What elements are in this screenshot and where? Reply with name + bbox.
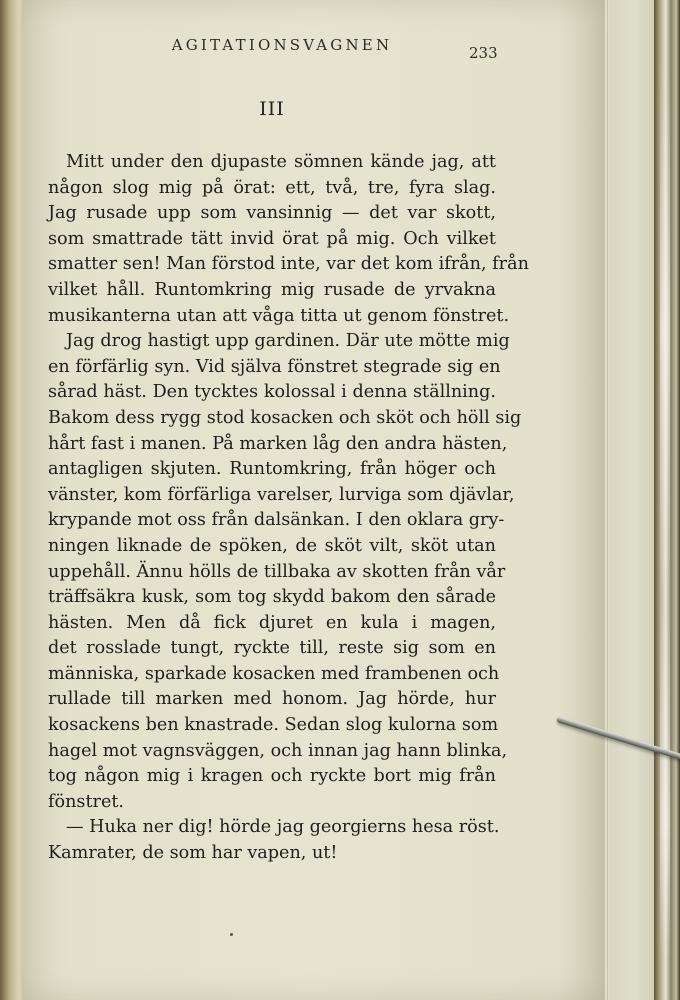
text-line: Bakom dess rygg stod kosacken och sköt och höll sig	[48, 407, 522, 428]
text-line: det rosslade tungt, ryckte till, reste sig som en	[48, 638, 496, 659]
text-line: rullade till marken med honom. Jag hörde, hur	[48, 689, 496, 710]
text-line: vilket håll. Runtomkring mig rusade de yrvakna	[48, 279, 496, 300]
plastic-shine	[660, 60, 670, 960]
text-line: kosackens ben knastrade. Sedan slog kulorna som	[48, 715, 499, 736]
text-line: Mitt under den djupaste sömnen kände jag, att	[66, 152, 496, 172]
text-line: hårt fast i manen. På marken låg den andra hästen,	[48, 433, 508, 454]
text-line: Kamrater, de som har vapen, ut!	[48, 843, 338, 864]
book-page	[22, 0, 604, 1000]
page-stack-edge	[604, 0, 610, 1000]
text-line: träffsäkra kusk, som tog skydd bakom den sårade	[48, 587, 496, 608]
text-line: — Huka ner dig! hörde jag georgierns hesa röst.	[66, 817, 500, 838]
text-line: sårad häst. Den tycktes kolossal i denna ställning.	[48, 382, 496, 403]
running-head: AGITATIONSVAGNEN	[171, 36, 393, 54]
text-line: Jag rusade upp som vansinnig — det var skott,	[48, 203, 496, 224]
text-line: hagel mot vagnsväggen, och innan jag hann blinka,	[48, 740, 508, 761]
text-line: fönstret.	[48, 791, 125, 812]
paper-speck	[230, 933, 233, 936]
text-line: någon slog mig på örat: ett, två, tre, fyra slag.	[48, 177, 496, 198]
page-number: 233	[469, 44, 498, 62]
body-text	[48, 150, 529, 867]
text-line: en förfärlig syn. Vid själva fönstret stegrade sig en	[48, 356, 501, 377]
text-line: smatter sen! Man förstod inte, var det kom ifrån, från	[48, 254, 529, 275]
text-line: som smattrade tätt invid örat på mig. Och vilket	[48, 228, 496, 249]
text-line: ningen liknade de spöken, de sköt vilt, sköt utan	[48, 535, 496, 556]
text-line: musikanterna utan att våga titta ut genom fönstret.	[48, 305, 510, 326]
text-line: tog någon mig i kragen och ryckte bort mig från	[48, 766, 496, 787]
text-line: uppehåll. Ännu hölls de tillbaka av skotten från vår	[48, 561, 506, 582]
text-line: Jag drog hastigt upp gardinen. Där ute mötte mig	[66, 331, 510, 352]
text-line: människa, sparkade kosacken med frambenen och	[48, 663, 500, 684]
text-line: krypande mot oss från dalsänkan. I den oklara gry-	[48, 510, 505, 531]
text-line: hästen. Men då fick djuret en kula i magen,	[48, 612, 496, 633]
text-line: antagligen skjuten. Runtomkring, från höger och	[48, 459, 496, 480]
text-line: vänster, kom förfärliga varelser, lurviga som djävlar,	[48, 484, 515, 505]
chapter-heading: III	[259, 98, 285, 120]
